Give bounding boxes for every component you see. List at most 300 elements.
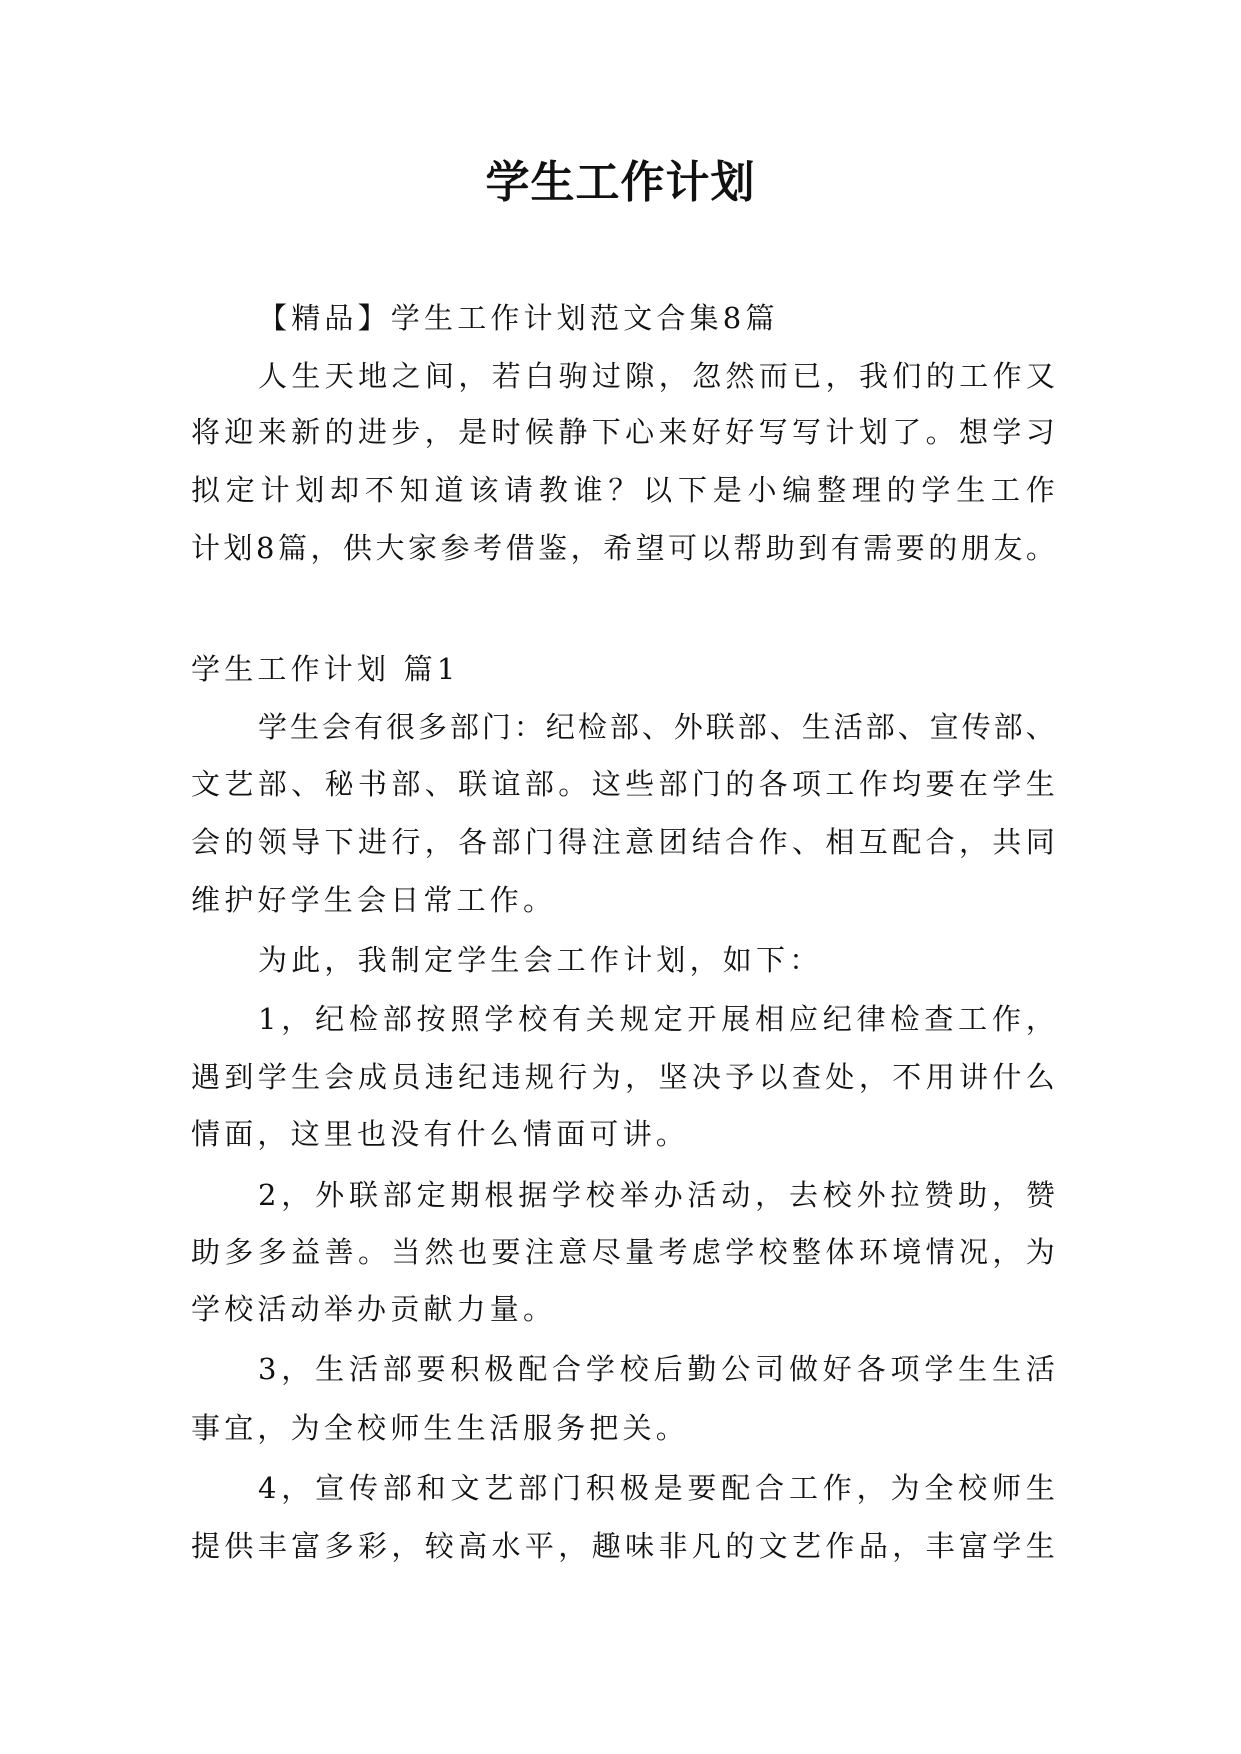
glyph: 生: [1025, 1529, 1055, 1563]
section-heading: 学生工作计划 篇1: [191, 652, 460, 686]
glyph: ，: [658, 359, 688, 393]
glyph: 勤: [687, 1352, 717, 1386]
glyph: ，: [958, 825, 988, 859]
glyph: 过: [591, 359, 621, 393]
glyph: 合: [755, 1471, 785, 1505]
glyph: 项: [890, 1352, 920, 1386]
glyph: ，: [558, 1529, 588, 1563]
glyph: 篇: [277, 531, 307, 565]
glyph: 门: [481, 710, 511, 744]
glyph: 校: [518, 1002, 548, 1036]
glyph: 作: [825, 1529, 855, 1563]
glyph: 书: [357, 767, 387, 801]
glyph: 合: [925, 825, 955, 859]
glyph: 应: [788, 1002, 818, 1036]
glyph: 朋: [960, 531, 990, 565]
paragraph-line: [258, 1175, 1055, 1215]
glyph: 友: [993, 531, 1023, 565]
glyph: 非: [658, 1529, 688, 1563]
glyph: 活: [687, 1178, 717, 1212]
glyph: 谊: [491, 767, 521, 801]
paragraph-line: [191, 1526, 1055, 1566]
glyph: 很: [385, 710, 415, 744]
glyph: 到: [798, 531, 828, 565]
glyph: 请: [504, 473, 534, 507]
glyph: 部: [518, 1471, 548, 1505]
glyph: 会: [191, 825, 221, 859]
glyph: 较: [424, 1529, 454, 1563]
glyph: 极: [619, 1471, 649, 1505]
glyph: 作: [758, 825, 788, 859]
glyph: 候: [524, 415, 554, 449]
glyph: 门: [552, 1471, 582, 1505]
glyph: 均: [892, 767, 922, 801]
glyph: 了: [892, 415, 922, 449]
glyph: 校: [822, 1178, 852, 1212]
paragraph-line: 为此，我制定学生会工作计划，如下：: [258, 943, 823, 977]
glyph: 么: [1025, 1060, 1055, 1094]
glyph: 也: [458, 1235, 488, 1269]
glyph: 要: [416, 1352, 446, 1386]
glyph: 配: [892, 825, 922, 859]
glyph: 这: [591, 767, 621, 801]
glyph: 、: [424, 767, 454, 801]
glyph: 有: [552, 1002, 582, 1036]
glyph: 之: [391, 359, 421, 393]
glyph: 考: [473, 531, 503, 565]
glyph: 结: [691, 825, 721, 859]
glyph: 我: [859, 359, 889, 393]
paragraph-line: [258, 1349, 1055, 1389]
glyph: 要: [925, 767, 955, 801]
glyph: 拟: [191, 473, 221, 507]
glyph: 团: [658, 825, 688, 859]
glyph: 品: [858, 1529, 888, 1563]
glyph: 趣: [591, 1529, 621, 1563]
glyph: 公: [721, 1352, 751, 1386]
glyph: 下: [324, 825, 354, 859]
glyph: 师: [992, 1471, 1022, 1505]
glyph: 、: [641, 710, 671, 744]
glyph: 校: [619, 1352, 649, 1386]
glyph: 下: [677, 473, 707, 507]
glyph: 好: [822, 1352, 852, 1386]
glyph: 和: [416, 1471, 446, 1505]
glyph: 来: [658, 415, 688, 449]
glyph: 注: [591, 825, 621, 859]
glyph: 可: [668, 531, 698, 565]
glyph: 希: [603, 531, 633, 565]
glyph: 忽: [692, 359, 722, 393]
glyph: 传: [961, 710, 991, 744]
glyph: 需: [863, 531, 893, 565]
glyph: 定: [225, 473, 255, 507]
glyph: 校: [958, 1471, 988, 1505]
glyph: 计: [191, 531, 221, 565]
glyph: 校: [758, 1235, 788, 1269]
glyph: 好: [725, 415, 755, 449]
glyph: 整: [792, 1235, 822, 1269]
glyph: 要: [687, 1471, 717, 1505]
glyph: 参: [440, 531, 470, 565]
glyph: 谁: [573, 473, 603, 507]
paragraph-line: 事宜，为全校师生生活服务把关。: [191, 1411, 690, 1445]
glyph: 定: [416, 1178, 446, 1212]
glyph: ，: [570, 531, 600, 565]
glyph: 量: [625, 1235, 655, 1269]
glyph: 部: [993, 710, 1023, 744]
glyph: 决: [691, 1060, 721, 1094]
glyph: 导: [291, 825, 321, 859]
glyph: 活: [833, 710, 863, 744]
glyph: 为: [591, 1060, 621, 1094]
glyph: 学: [992, 415, 1022, 449]
glyph: 然: [725, 359, 755, 393]
glyph: 虑: [691, 1235, 721, 1269]
glyph: 生: [992, 1352, 1022, 1386]
glyph: 规: [524, 1060, 554, 1094]
glyph: 工: [959, 359, 989, 393]
glyph: 理: [851, 473, 881, 507]
glyph: 、: [792, 825, 822, 859]
glyph: 部: [491, 825, 521, 859]
glyph: 开: [687, 1002, 717, 1036]
glyph: 生: [1025, 767, 1055, 801]
glyph: 部: [257, 767, 287, 801]
glyph: 知: [399, 473, 429, 507]
glyph: 来: [257, 415, 287, 449]
glyph: 部: [382, 1352, 412, 1386]
glyph: 新: [291, 415, 321, 449]
glyph: 部: [391, 767, 421, 801]
glyph: 校: [585, 1178, 615, 1212]
glyph: 合: [725, 825, 755, 859]
glyph: 编: [782, 473, 812, 507]
glyph: 不: [892, 1060, 922, 1094]
glyph: 道: [434, 473, 464, 507]
glyph: 的: [886, 473, 916, 507]
glyph: 工: [788, 1471, 818, 1505]
glyph: 外: [856, 1178, 886, 1212]
glyph: 期: [450, 1178, 480, 1212]
glyph: 考: [658, 1235, 688, 1269]
glyph: 部: [658, 767, 688, 801]
glyph: 味: [625, 1529, 655, 1563]
glyph: 检: [890, 1002, 920, 1036]
glyph: ，: [992, 1178, 1022, 1212]
glyph: 纪: [458, 1060, 488, 1094]
glyph: 助: [191, 1235, 221, 1269]
glyph: 作: [1025, 473, 1055, 507]
glyph: 学: [725, 1235, 755, 1269]
glyph: 静: [558, 415, 588, 449]
glyph: ，: [424, 415, 454, 449]
glyph: 的: [928, 531, 958, 565]
glyph: 进: [357, 825, 387, 859]
glyph: 大: [375, 531, 405, 565]
glyph: 供: [224, 1529, 254, 1563]
glyph: 以: [643, 473, 673, 507]
glyph: 会: [324, 1060, 354, 1094]
glyph: 查: [792, 1060, 822, 1094]
glyph: 的: [324, 415, 354, 449]
glyph: 当: [391, 1235, 421, 1269]
glyph: 学: [258, 710, 288, 744]
glyph: 动: [721, 1178, 751, 1212]
glyph: 环: [858, 1235, 888, 1269]
glyph: 律: [856, 1002, 886, 1036]
glyph: 宣: [315, 1471, 345, 1505]
glyph: ？: [608, 473, 638, 507]
glyph: 若: [491, 359, 521, 393]
glyph: 纪: [822, 1002, 852, 1036]
glyph: 文: [450, 1471, 480, 1505]
glyph: 想: [958, 415, 988, 449]
glyph: 2: [258, 1178, 277, 1212]
glyph: 为: [890, 1471, 920, 1505]
glyph: 提: [191, 1529, 221, 1563]
glyph: 有: [353, 710, 383, 744]
glyph: 的: [925, 359, 955, 393]
glyph: 艺: [484, 1471, 514, 1505]
glyph: 借: [505, 531, 535, 565]
glyph: 生: [291, 1060, 321, 1094]
glyph: 划: [858, 415, 888, 449]
glyph: 是: [653, 1471, 683, 1505]
glyph: 丰: [925, 1529, 955, 1563]
glyph: 活: [1025, 1352, 1055, 1386]
glyph: 境: [892, 1235, 922, 1269]
glyph: 违: [491, 1060, 521, 1094]
glyph: ，: [281, 1002, 311, 1036]
paragraph-line: [258, 707, 1055, 747]
glyph: ，: [625, 1060, 655, 1094]
glyph: 步: [391, 415, 421, 449]
glyph: 宣: [929, 710, 959, 744]
glyph: 学: [992, 767, 1022, 801]
glyph: ：: [513, 710, 543, 744]
glyph: 尽: [591, 1235, 621, 1269]
glyph: 而: [758, 359, 788, 393]
glyph: 计: [825, 415, 855, 449]
glyph: 。: [558, 767, 588, 801]
glyph: 同: [1025, 825, 1055, 859]
glyph: 小: [747, 473, 777, 507]
glyph: 、: [1025, 710, 1055, 744]
glyph: 况: [958, 1235, 988, 1269]
glyph: 互: [858, 825, 888, 859]
glyph: 配: [518, 1352, 548, 1386]
glyph: 遇: [191, 1060, 221, 1094]
glyph: 下: [591, 415, 621, 449]
glyph: 联: [705, 710, 735, 744]
glyph: 处: [825, 1060, 855, 1094]
glyph: 生: [801, 710, 831, 744]
glyph: 展: [721, 1002, 751, 1036]
glyph: 各: [856, 1352, 886, 1386]
glyph: 工: [990, 473, 1020, 507]
glyph: 已: [792, 359, 822, 393]
glyph: 又: [1025, 359, 1055, 393]
paragraph-line: [258, 1468, 1055, 1508]
glyph: 计: [260, 473, 290, 507]
glyph: 、: [897, 710, 927, 744]
glyph: 学: [484, 1002, 514, 1036]
glyph: 用: [925, 1060, 955, 1094]
glyph: 得: [558, 825, 588, 859]
glyph: 心: [625, 415, 655, 449]
glyph: 合: [552, 1352, 582, 1386]
glyph: 各: [458, 825, 488, 859]
glyph: 生: [958, 1352, 988, 1386]
glyph: 定: [653, 1002, 683, 1036]
glyph: 生: [289, 710, 319, 744]
glyph: 联: [348, 1178, 378, 1212]
glyph: 要: [895, 531, 925, 565]
glyph: 违: [424, 1060, 454, 1094]
glyph: 部: [737, 710, 767, 744]
glyph: 在: [958, 767, 988, 801]
glyph: 到: [224, 1060, 254, 1094]
glyph: 全: [924, 1471, 954, 1505]
paragraph-line: [258, 999, 1055, 1039]
glyph: 进: [357, 415, 387, 449]
glyph: 助: [958, 1178, 988, 1212]
glyph: 天: [324, 359, 354, 393]
intro-heading: 【精品】学生工作计划范文合集8篇: [258, 301, 779, 335]
glyph: 办: [653, 1178, 683, 1212]
glyph: 、: [769, 710, 799, 744]
glyph: 整: [817, 473, 847, 507]
glyph: 注: [524, 1235, 554, 1269]
glyph: 部: [524, 767, 554, 801]
glyph: 予: [725, 1060, 755, 1094]
glyph: 鉴: [538, 531, 568, 565]
glyph: 地: [358, 359, 388, 393]
paragraph-line: [191, 1057, 1055, 1097]
glyph: 积: [585, 1471, 615, 1505]
glyph: 拉: [890, 1178, 920, 1212]
glyph: 白: [525, 359, 555, 393]
glyph: 生: [315, 1352, 345, 1386]
glyph: ，: [1025, 1002, 1055, 1036]
glyph: 们: [892, 359, 922, 393]
glyph: 的: [725, 1529, 755, 1563]
paragraph-line: 情面，这里也没有什么情面可讲。: [191, 1117, 690, 1151]
glyph: ，: [858, 1060, 888, 1094]
glyph: 以: [758, 1060, 788, 1094]
glyph: 赞: [1025, 1178, 1055, 1212]
glyph: 坚: [658, 1060, 688, 1094]
glyph: 去: [788, 1178, 818, 1212]
glyph: 、: [291, 767, 321, 801]
glyph: 情: [925, 1235, 955, 1269]
glyph: 检: [348, 1002, 378, 1036]
glyph: 彩: [357, 1529, 387, 1563]
glyph: ，: [281, 1352, 311, 1386]
glyph: 艺: [224, 767, 254, 801]
glyph: 部: [865, 710, 895, 744]
glyph: 有: [830, 531, 860, 565]
glyph: 多: [324, 1529, 354, 1563]
glyph: 多: [257, 1235, 287, 1269]
glyph: 学: [924, 1352, 954, 1386]
glyph: 学: [585, 1352, 615, 1386]
glyph: 相: [825, 825, 855, 859]
glyph: 。: [357, 1235, 387, 1269]
glyph: 好: [691, 415, 721, 449]
glyph: 帮: [733, 531, 763, 565]
glyph: 多: [417, 710, 447, 744]
glyph: 联: [458, 767, 488, 801]
glyph: 生: [956, 473, 986, 507]
paragraph-line: [258, 356, 1055, 396]
glyph: 生: [291, 359, 321, 393]
paragraph-line: 维护好学生会日常工作。: [191, 883, 557, 917]
glyph: 教: [538, 473, 568, 507]
glyph: 善: [324, 1235, 354, 1269]
glyph: ，: [825, 359, 855, 393]
glyph: 做: [788, 1352, 818, 1386]
glyph: 该: [469, 473, 499, 507]
glyph: 作: [822, 1471, 852, 1505]
glyph: 要: [491, 1235, 521, 1269]
glyph: 供: [343, 531, 373, 565]
paragraph-line: 学校活动举办贡献力量。: [191, 1292, 557, 1326]
glyph: 门: [691, 767, 721, 801]
glyph: 查: [924, 1002, 954, 1036]
glyph: 人: [258, 359, 288, 393]
glyph: 平: [524, 1529, 554, 1563]
glyph: 体: [825, 1235, 855, 1269]
glyph: 领: [257, 825, 287, 859]
glyph: 益: [291, 1235, 321, 1269]
glyph: 学: [992, 1529, 1022, 1563]
glyph: 积: [450, 1352, 480, 1386]
glyph: 部: [382, 1471, 412, 1505]
glyph: 些: [625, 767, 655, 801]
glyph: 意: [558, 1235, 588, 1269]
glyph: 根: [484, 1178, 514, 1212]
glyph: 关: [585, 1002, 615, 1036]
glyph: 富: [958, 1529, 988, 1563]
glyph: 时: [491, 415, 521, 449]
glyph: 部: [382, 1178, 412, 1212]
glyph: 写: [758, 415, 788, 449]
glyph: 工: [825, 767, 855, 801]
glyph: 划: [223, 531, 253, 565]
glyph: 不: [364, 473, 394, 507]
glyph: 司: [755, 1352, 785, 1386]
glyph: ，: [391, 1529, 421, 1563]
glyph: 却: [330, 473, 360, 507]
paragraph-line: [191, 1232, 1055, 1272]
document-title: 学生工作计划: [485, 157, 756, 208]
glyph: 富: [291, 1529, 321, 1563]
paragraph-line: [191, 470, 1055, 510]
glyph: ，: [992, 1235, 1022, 1269]
glyph: 共: [992, 825, 1022, 859]
glyph: 活: [348, 1352, 378, 1386]
glyph: 秘: [324, 767, 354, 801]
glyph: 将: [191, 415, 221, 449]
glyph: 丰: [257, 1529, 287, 1563]
glyph: 配: [721, 1471, 751, 1505]
glyph: 规: [619, 1002, 649, 1036]
glyph: 成: [357, 1060, 387, 1094]
glyph: ，: [424, 825, 454, 859]
glyph: 文: [758, 1529, 788, 1563]
